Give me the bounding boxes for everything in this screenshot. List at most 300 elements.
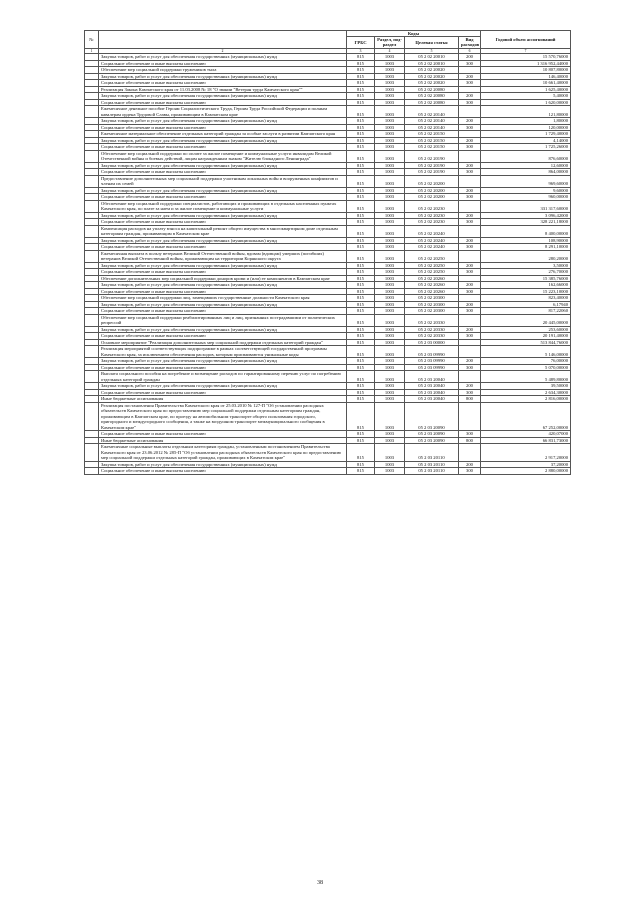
cell-name: Социальное обеспечение и иные выплаты населению — [99, 124, 347, 131]
cell-grbs: 815 — [347, 431, 375, 438]
cell-target-article: 05 2 02 20080 — [405, 99, 459, 106]
cell-grbs: 815 — [347, 67, 375, 74]
cell-section: 1003 — [375, 389, 405, 396]
cell-amount: 1 725,26000 — [481, 144, 571, 151]
cell-name: Обеспечение мер социальной поддержки тружеников тыла — [99, 67, 347, 74]
table-row — [85, 468, 571, 475]
cell-grbs: 815 — [347, 396, 375, 403]
cell-grbs: 815 — [347, 93, 375, 100]
table-row — [85, 106, 571, 118]
cell-grbs: 815 — [347, 301, 375, 308]
cell-name: Ежемесячное материальное обеспечение отдельных категорий граждан за особые заслуги в развитии Камчатского края — [99, 131, 347, 138]
cell-target-article: 05 2 03 20090 — [405, 431, 459, 438]
cell-grbs: 815 — [347, 383, 375, 390]
cell-grbs: 815 — [347, 169, 375, 176]
cell-name: Закупка товаров, работ и услуг для обеспечения государственных (муниципальных) нужд — [99, 301, 347, 308]
cell-expense-type: 300 — [459, 269, 481, 276]
cell-grbs: 815 — [347, 187, 375, 194]
cell-amount: 12,60000 — [481, 162, 571, 169]
cell-amount: 1 729,40000 — [481, 131, 571, 138]
cell-section: 1003 — [375, 288, 405, 295]
cell-amount: 1 316 952,44000 — [481, 60, 571, 67]
cell-section: 1003 — [375, 150, 405, 162]
cell-section: 1003 — [375, 124, 405, 131]
table-row — [85, 150, 571, 162]
cell-expense-type: 200 — [459, 237, 481, 244]
cell-amount: 513 844,76000 — [481, 339, 571, 346]
cell-name: Социальное обеспечение и иные выплаты населению — [99, 244, 347, 251]
cell-section: 1003 — [375, 175, 405, 187]
column-number: 3 — [347, 48, 375, 54]
table-row — [85, 314, 571, 326]
cell-expense-type: 200 — [459, 326, 481, 333]
table-row — [85, 200, 571, 212]
cell-amount: 8 400,00000 — [481, 225, 571, 237]
cell-section: 1003 — [375, 364, 405, 371]
cell-expense-type — [459, 250, 481, 262]
cell-amount: 420,07000 — [481, 431, 571, 438]
cell-expense-type: 200 — [459, 262, 481, 269]
cell-amount: 15 570,76000 — [481, 54, 571, 61]
cell-target-article: 05 2 02 20250 — [405, 250, 459, 262]
cell-amount: 328 221,18000 — [481, 219, 571, 226]
column-number: 4 — [375, 48, 405, 54]
cell-grbs: 815 — [347, 282, 375, 289]
cell-name: Закупка товаров, работ и услуг для обеспечения государственных (муниципальных) нужд — [99, 73, 347, 80]
cell-section: 1003 — [375, 137, 405, 144]
cell-section: 1003 — [375, 54, 405, 61]
cell-grbs: 815 — [347, 444, 375, 462]
cell-no — [85, 444, 99, 462]
cell-expense-type — [459, 444, 481, 462]
cell-amount: 3 096,42000 — [481, 212, 571, 219]
cell-name: Социальное обеспечение и иные выплаты населению — [99, 169, 347, 176]
cell-amount: 6,17940 — [481, 301, 571, 308]
cell-amount: 20 445,00000 — [481, 314, 571, 326]
cell-amount: 121,80000 — [481, 106, 571, 118]
cell-grbs: 815 — [347, 437, 375, 444]
cell-grbs: 815 — [347, 99, 375, 106]
column-number: 1 — [85, 48, 99, 54]
cell-expense-type: 300 — [459, 194, 481, 201]
cell-target-article: 05 2 02 20080 — [405, 93, 459, 100]
cell-section: 1003 — [375, 383, 405, 390]
cell-grbs: 815 — [347, 308, 375, 315]
cell-name: Обеспечение мер социальной поддержки специалистов, работающих и проживающих в отдельных населенных пунктах Камчатского края, по плате за наем и за жилое помещение и коммунальные услуги — [99, 200, 347, 212]
cell-no — [85, 468, 99, 475]
cell-expense-type: 800 — [459, 437, 481, 444]
cell-amount: 1 625,40000 — [481, 86, 571, 93]
cell-name: Компенсация расходов на уплату взноса на капитальный ремонт общего имущества в многоквартирном доме отдельным категориям граждан, проживающим в Камчатском крае — [99, 225, 347, 237]
cell-name: Социальное обеспечение и иные выплаты населению — [99, 269, 347, 276]
cell-amount: 876,60000 — [481, 150, 571, 162]
header-grbs: ГРБС — [347, 37, 375, 48]
cell-amount: 120,00000 — [481, 124, 571, 131]
cell-target-article: 05 2 02 20190 — [405, 150, 459, 162]
cell-grbs: 815 — [347, 461, 375, 468]
cell-name: Иные бюджетные ассигнования — [99, 437, 347, 444]
cell-amount: 2 816,00000 — [481, 396, 571, 403]
cell-name: Социальное обеспечение и иные выплаты населению — [99, 194, 347, 201]
cell-name: Закупка товаров, работ и услуг для обеспечения государственных (муниципальных) нужд — [99, 118, 347, 125]
cell-grbs: 815 — [347, 150, 375, 162]
cell-name: Социальное обеспечение и иные выплаты населению — [99, 219, 347, 226]
cell-amount: 1 620,00000 — [481, 99, 571, 106]
cell-name: Закупка товаров, работ и услуг для обеспечения государственных (муниципальных) нужд — [99, 187, 347, 194]
cell-grbs: 815 — [347, 106, 375, 118]
cell-section: 1003 — [375, 402, 405, 431]
cell-no — [85, 200, 99, 212]
table-body — [85, 54, 571, 475]
cell-section: 1003 — [375, 162, 405, 169]
cell-target-article: 05 2 02 20260 — [405, 282, 459, 289]
cell-name: Закупка товаров, работ и услуг для обеспечения государственных (муниципальных) нужд — [99, 162, 347, 169]
cell-expense-type: 200 — [459, 282, 481, 289]
cell-section: 1003 — [375, 169, 405, 176]
cell-section: 1003 — [375, 194, 405, 201]
table-row — [85, 250, 571, 262]
header-codes: Коды — [347, 31, 481, 37]
cell-target-article: 05 2 02 20240 — [405, 225, 459, 237]
cell-amount: 5 146,00000 — [481, 346, 571, 358]
cell-amount: 3,50000 — [481, 262, 571, 269]
header-annual-volume: Годовой объем ассигнований — [481, 31, 571, 49]
cell-grbs: 815 — [347, 80, 375, 87]
cell-amount: 969,60000 — [481, 175, 571, 187]
cell-grbs: 815 — [347, 137, 375, 144]
cell-name: Обеспечение мер социальной поддержки лиц, замещавших государственные должности Камчатского края — [99, 295, 347, 302]
cell-expense-type: 200 — [459, 383, 481, 390]
cell-target-article: 05 2 02 20330 — [405, 333, 459, 340]
cell-name: Закупка товаров, работ и услуг для обеспечения государственных (муниципальных) нужд — [99, 326, 347, 333]
cell-amount: 20 191,40000 — [481, 333, 571, 340]
cell-expense-type: 300 — [459, 169, 481, 176]
cell-expense-type: 200 — [459, 358, 481, 365]
cell-expense-type — [459, 402, 481, 431]
cell-section: 1003 — [375, 396, 405, 403]
cell-grbs: 815 — [347, 162, 375, 169]
cell-target-article: 05 2 03 20110 — [405, 461, 459, 468]
cell-amount: 4,14000 — [481, 137, 571, 144]
cell-name: Реализация Закона Камчатского края от 11.03.2008 № 18 "О звании "Ветеран труда Камчатского края"" — [99, 86, 347, 93]
column-number: 2 — [99, 48, 347, 54]
cell-amount: 1,80000 — [481, 118, 571, 125]
cell-amount: 8 291,10000 — [481, 244, 571, 251]
cell-name: Ежемесячная выплата в пользу ветеранов Великой Отечественной войны, вдовам (вдовцам) умерших (погибших) ветеранов Великой Отечественной войны, проживающим на территории Корякского округа — [99, 250, 347, 262]
cell-section: 1003 — [375, 67, 405, 74]
cell-grbs: 815 — [347, 468, 375, 475]
cell-name: Обеспечение дополнительных мер социальной поддержки доноров крови и (или) ее компонентов в Камчатском крае — [99, 275, 347, 282]
cell-expense-type: 200 — [459, 187, 481, 194]
cell-section: 1003 — [375, 314, 405, 326]
cell-name: Закупка товаров, работ и услуг для обеспечения государственных (муниципальных) нужд — [99, 212, 347, 219]
cell-name: Закупка товаров, работ и услуг для обеспечения государственных (муниципальных) нужд — [99, 237, 347, 244]
cell-section: 1003 — [375, 131, 405, 138]
cell-name: Обеспечение мер социальной поддержки реабилитированных лиц и лиц, признанных пострадавшими от политических репрессий — [99, 314, 347, 326]
cell-grbs: 815 — [347, 339, 375, 346]
cell-amount: 253,60000 — [481, 326, 571, 333]
cell-section: 1003 — [375, 144, 405, 151]
cell-section: 1003 — [375, 468, 405, 475]
cell-name: Закупка товаров, работ и услуг для обеспечения государственных (муниципальных) нужд — [99, 282, 347, 289]
cell-target-article: 05 2 02 20260 — [405, 288, 459, 295]
cell-grbs: 815 — [347, 244, 375, 251]
table-row — [85, 346, 571, 358]
cell-amount: 331 317,60000 — [481, 200, 571, 212]
cell-target-article: 05 2 02 20240 — [405, 237, 459, 244]
cell-grbs: 815 — [347, 269, 375, 276]
cell-target-article: 05 2 02 20150 — [405, 131, 459, 138]
cell-grbs: 815 — [347, 288, 375, 295]
cell-target-article: 05 2 02 20200 — [405, 187, 459, 194]
page-number: 38 — [317, 880, 323, 886]
cell-name: Реализация мероприятий соответствующих подпрограмме в рамках соответствующей государственной программы Камчатского края, за исключением обеспечения расходов, которым присваиваются уникальные коды — [99, 346, 347, 358]
cell-section: 1003 — [375, 225, 405, 237]
cell-target-article: 05 2 02 20150 — [405, 137, 459, 144]
cell-target-article: 05 2 02 20020 — [405, 67, 459, 74]
cell-name: Закупка товаров, работ и услуг для обеспечения государственных (муниципальных) нужд — [99, 461, 347, 468]
cell-expense-type: 300 — [459, 80, 481, 87]
cell-section: 1003 — [375, 333, 405, 340]
cell-grbs: 815 — [347, 194, 375, 201]
cell-target-article: 05 2 02 20250 — [405, 269, 459, 276]
cell-expense-type: 200 — [459, 54, 481, 61]
cell-expense-type: 200 — [459, 162, 481, 169]
cell-target-article: 05 2 03 20040 — [405, 383, 459, 390]
cell-no — [85, 371, 99, 383]
cell-section: 1003 — [375, 339, 405, 346]
cell-name: Социальное обеспечение и иные выплаты населению — [99, 80, 347, 87]
header-expense-type: Вид расходов — [459, 37, 481, 48]
cell-grbs: 815 — [347, 275, 375, 282]
header-target-article: Целевая статья — [405, 37, 459, 48]
cell-target-article: 05 2 02 20150 — [405, 144, 459, 151]
cell-expense-type: 300 — [459, 99, 481, 106]
cell-target-article: 05 2 03 09990 — [405, 358, 459, 365]
cell-section: 1003 — [375, 106, 405, 118]
cell-expense-type: 300 — [459, 124, 481, 131]
cell-expense-type: 300 — [459, 60, 481, 67]
cell-name: Социальное обеспечение и иные выплаты населению — [99, 288, 347, 295]
cell-expense-type: 800 — [459, 396, 481, 403]
cell-grbs: 815 — [347, 219, 375, 226]
cell-target-article: 05 2 02 20020 — [405, 73, 459, 80]
cell-expense-type — [459, 225, 481, 237]
cell-section: 1003 — [375, 269, 405, 276]
cell-target-article: 05 2 03 20040 — [405, 371, 459, 383]
table-row — [85, 444, 571, 462]
cell-section: 1003 — [375, 244, 405, 251]
cell-section: 1003 — [375, 80, 405, 87]
cell-section: 1003 — [375, 431, 405, 438]
cell-name: Социальное обеспечение и иные выплаты населению — [99, 364, 347, 371]
cell-grbs: 815 — [347, 346, 375, 358]
header-no: № — [85, 31, 99, 49]
cell-name: Выплата социального пособия на погребение и возмещение расходов по гарантированному перечню услуг по погребению отдельных категорий граждан — [99, 371, 347, 383]
cell-section: 1003 — [375, 444, 405, 462]
cell-grbs: 815 — [347, 212, 375, 219]
cell-grbs: 815 — [347, 225, 375, 237]
cell-amount: 15 223,10000 — [481, 288, 571, 295]
cell-amount: 15 385,76000 — [481, 275, 571, 282]
cell-no — [85, 175, 99, 187]
cell-name: Закупка товаров, работ и услуг для обеспечения государственных (муниципальных) нужд — [99, 137, 347, 144]
cell-section: 1003 — [375, 212, 405, 219]
cell-expense-type: 200 — [459, 212, 481, 219]
cell-no — [85, 150, 99, 162]
header-section: Раздел, под-раздел — [375, 37, 405, 48]
cell-name: Социальное обеспечение и иные выплаты населению — [99, 60, 347, 67]
cell-target-article: 05 2 03 00000 — [405, 339, 459, 346]
cell-name: Иные бюджетные ассигнования — [99, 396, 347, 403]
cell-expense-type: 300 — [459, 244, 481, 251]
cell-amount: 960,00000 — [481, 194, 571, 201]
cell-grbs: 815 — [347, 333, 375, 340]
cell-expense-type: 300 — [459, 431, 481, 438]
cell-expense-type: 300 — [459, 219, 481, 226]
cell-name: Закупка товаров, работ и услуг для обеспечения государственных (муниципальных) нужд — [99, 93, 347, 100]
cell-section: 1003 — [375, 282, 405, 289]
cell-name: Закупка товаров, работ и услуг для обеспечения государственных (муниципальных) нужд — [99, 358, 347, 365]
cell-section: 1003 — [375, 93, 405, 100]
cell-target-article: 05 2 02 20190 — [405, 162, 459, 169]
header-name — [99, 31, 347, 49]
cell-grbs: 815 — [347, 118, 375, 125]
cell-section: 1003 — [375, 275, 405, 282]
cell-section: 1003 — [375, 73, 405, 80]
cell-target-article: 05 2 02 20230 — [405, 219, 459, 226]
cell-amount: 2 634,30000 — [481, 389, 571, 396]
cell-amount: 10 807,80000 — [481, 67, 571, 74]
table-row — [85, 225, 571, 237]
cell-target-article: 05 2 02 20230 — [405, 212, 459, 219]
cell-section: 1003 — [375, 200, 405, 212]
cell-section: 1003 — [375, 295, 405, 302]
cell-section: 1003 — [375, 99, 405, 106]
cell-expense-type: 300 — [459, 468, 481, 475]
cell-section: 1003 — [375, 346, 405, 358]
cell-target-article: 05 2 02 20140 — [405, 106, 459, 118]
cell-expense-type: 200 — [459, 461, 481, 468]
cell-no — [85, 106, 99, 118]
cell-target-article: 05 2 02 20020 — [405, 80, 459, 87]
cell-target-article: 05 2 02 20140 — [405, 124, 459, 131]
cell-amount: 276,70000 — [481, 269, 571, 276]
cell-target-article: 05 2 03 20090 — [405, 437, 459, 444]
cell-expense-type: 200 — [459, 137, 481, 144]
cell-amount: 76,00000 — [481, 358, 571, 365]
cell-expense-type: 200 — [459, 118, 481, 125]
cell-grbs: 815 — [347, 262, 375, 269]
cell-expense-type — [459, 371, 481, 383]
cell-grbs: 815 — [347, 237, 375, 244]
cell-name: Социальное обеспечение и иные выплаты населению — [99, 308, 347, 315]
cell-expense-type: 300 — [459, 144, 481, 151]
cell-grbs: 815 — [347, 389, 375, 396]
cell-expense-type: 300 — [459, 389, 481, 396]
cell-section: 1003 — [375, 301, 405, 308]
cell-expense-type — [459, 346, 481, 358]
cell-target-article: 05 2 03 20110 — [405, 444, 459, 462]
cell-expense-type — [459, 106, 481, 118]
cell-grbs: 815 — [347, 364, 375, 371]
cell-target-article: 05 2 03 20110 — [405, 468, 459, 475]
cell-amount: 5 070,00000 — [481, 364, 571, 371]
cell-no — [85, 346, 99, 358]
cell-target-article: 05 2 03 20040 — [405, 396, 459, 403]
cell-no — [85, 225, 99, 237]
cell-amount: 146,40000 — [481, 73, 571, 80]
cell-name: Социальное обеспечение и иные выплаты населению — [99, 431, 347, 438]
cell-name: Ежемесячные социальные выплаты отдельным категориям граждан, установленным постановлением Правительства Камчатского края от 23.06.2012 № 285-П "Об установлении расходных обязательств Камчатского края по предоставлению мер социальной поддержки отдельных категорий граждан, проживающих в Камчатском крае" — [99, 444, 347, 462]
cell-amount: 5,40000 — [481, 93, 571, 100]
cell-target-article: 05 2 02 20250 — [405, 262, 459, 269]
cell-amount: 280,20000 — [481, 250, 571, 262]
table-row — [85, 402, 571, 431]
cell-section: 1003 — [375, 371, 405, 383]
cell-expense-type: 200 — [459, 73, 481, 80]
cell-no — [85, 402, 99, 431]
cell-expense-type — [459, 314, 481, 326]
cell-section: 1003 — [375, 437, 405, 444]
cell-expense-type: 300 — [459, 364, 481, 371]
cell-expense-type: 300 — [459, 333, 481, 340]
cell-amount: 2 917,20000 — [481, 444, 571, 462]
cell-grbs: 815 — [347, 131, 375, 138]
cell-expense-type — [459, 175, 481, 187]
cell-section: 1003 — [375, 237, 405, 244]
cell-name: Социальное обеспечение и иные выплаты населению — [99, 389, 347, 396]
cell-grbs: 815 — [347, 295, 375, 302]
cell-target-article: 05 2 02 20240 — [405, 244, 459, 251]
cell-grbs: 815 — [347, 175, 375, 187]
cell-no — [85, 314, 99, 326]
cell-target-article: 05 2 02 20190 — [405, 169, 459, 176]
cell-target-article: 05 2 02 20300 — [405, 295, 459, 302]
cell-amount: 817,22060 — [481, 308, 571, 315]
cell-amount: 864,00000 — [481, 169, 571, 176]
cell-expense-type: 200 — [459, 301, 481, 308]
cell-amount: 162,66000 — [481, 282, 571, 289]
cell-section: 1003 — [375, 187, 405, 194]
cell-target-article: 05 2 02 20330 — [405, 326, 459, 333]
cell-expense-type: 300 — [459, 308, 481, 315]
cell-grbs: 815 — [347, 144, 375, 151]
cell-grbs: 815 — [347, 60, 375, 67]
cell-expense-type — [459, 150, 481, 162]
column-number: 6 — [459, 48, 481, 54]
cell-target-article: 05 2 02 20260 — [405, 275, 459, 282]
cell-section: 1003 — [375, 118, 405, 125]
cell-grbs: 815 — [347, 200, 375, 212]
cell-name: Реализация постановления Правительства Камчатского края от 25.03.2010 № 127-П "Об установлении расходных обязательств Камчатского края по предоставлению мер социальной поддержки отдельным категориям граждан, проживающим в Камчатском крае, по проезду на автомобильном транспорте общего пользования городского, пригородного и междугородного сообщения, а также на воздушном транспорте межмуниципального сообщения в Камчатском крае" — [99, 402, 347, 431]
budget-table — [84, 30, 571, 475]
cell-no — [85, 250, 99, 262]
cell-grbs: 815 — [347, 54, 375, 61]
cell-section: 1003 — [375, 60, 405, 67]
cell-target-article: 05 2 02 20230 — [405, 200, 459, 212]
cell-section: 1003 — [375, 219, 405, 226]
cell-name: Предоставление дополнительных мер социальной поддержки участникам локальных войн и вооруженных конфликтов и членам их семей — [99, 175, 347, 187]
cell-section: 1003 — [375, 86, 405, 93]
cell-grbs: 815 — [347, 86, 375, 93]
cell-grbs: 815 — [347, 124, 375, 131]
cell-section: 1003 — [375, 262, 405, 269]
cell-expense-type: 200 — [459, 93, 481, 100]
cell-amount: 66 831,73000 — [481, 437, 571, 444]
cell-section: 1003 — [375, 308, 405, 315]
cell-name: Социальное обеспечение и иные выплаты населению — [99, 468, 347, 475]
